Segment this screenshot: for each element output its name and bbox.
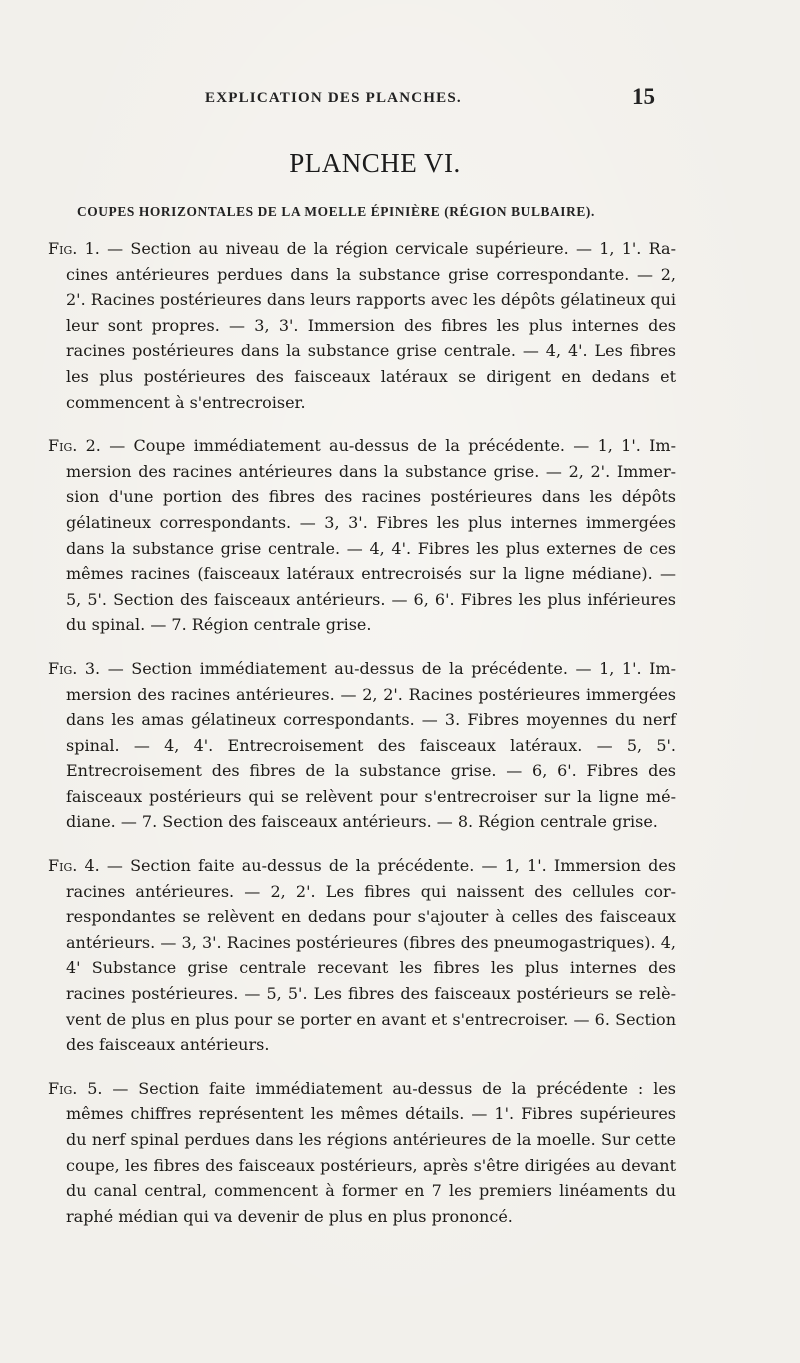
- figure-text: — Coupe immédiatement au-dessus de la précédente. — 1, 1'. Immersion des racines antérieures dans la substance grise. — 2, 2'. Immersion d'une portion des fibres des racines postérieures dans les dépôts gélatineux correspondants. — 3, 3'. Fibres les plus internes immergées dans la substance grise centrale. — 4, 4'. Fibres les plus externes de ces mêmes racines (faisceaux latéraux entrecroisés sur la ligne médiane). — 5, 5'. Section des faisceaux antérieurs. — 6, 6'. Fibres les plus inférieures du spinal. — 7. Région centrale grise.: [66, 436, 677, 635]
- figure-label: Fig. 3.: [48, 658, 101, 678]
- running-title: EXPLICATION DES PLANCHES.: [205, 90, 462, 106]
- figure-3-caption: [48, 656, 676, 835]
- figure-1-caption: [48, 236, 676, 415]
- plate-title: [0, 148, 800, 179]
- figure-label: Fig. 1.: [48, 239, 100, 258]
- page-number: 15: [632, 84, 655, 109]
- figure-text: — Section faite immédiatement au-dessus de la précédente : les mêmes chiffres représentent les mêmes détails. — 1'. Fibres supérieures du nerf spinal perdues dans les régions antérieures de la moelle. Sur cette coupe, les fibres des faisceaux postérieurs, après s'être dirigées au devant du canal central, commencent à former en 7 les premiers linéaments du raphé médian qui va devenir de plus en plus prononcé.: [66, 1078, 676, 1226]
- figure-text: — Section immédiatement au-dessus de la précédente. — 1, 1'. Immersion des racines antérieures. — 2, 2'. Racines postérieures immergées dans les amas gélatineux correspondants. — 3. Fibres moyennes du nerf spinal. — 4, 4'. Entrecroisement des faisceaux latéraux. — 5, 5'. Entrecroisement des fibres de la substance grise. — 6, 6'. Fibres des faisceaux postérieurs qui se relèvent pour s'entrecroiser sur la ligne médiane. — 7. Section des faisceaux antérieurs. — 8. Région centrale grise.: [66, 658, 677, 832]
- plate-title-text: PLANCHE VI.: [289, 148, 461, 178]
- figure-5-caption: [48, 1076, 676, 1230]
- figure-text: — Section au niveau de la région cervicale supérieure. — 1, 1'. Racines antérieures perdues dans la substance grise correspondante. — 2, 2'. Racines postérieures dans leurs rapports avec les dépôts gélatineux qui leur sont propres. — 3, 3'. Immersion des fibres les plus internes des racines postérieures dans la substance grise centrale. — 4, 4'. Les fibres les plus postérieures des faisceaux latéraux se dirigent en dedans et commencent à s'entrecroiser.: [66, 239, 677, 412]
- figure-label: Fig. 2.: [48, 436, 101, 456]
- plate-subtitle: COUPES HORIZONTALES DE LA MOELLE ÉPINIÈRE (RÉGION BULBAIRE).: [77, 204, 595, 219]
- figure-2-caption: [48, 433, 676, 638]
- figure-4-caption: [48, 853, 676, 1058]
- figure-text: — Section faite au-dessus de la précédente. — 1, 1'. Immersion des racines antérieures. — 2, 2'. Les fibres qui naissent des cellules correspondantes se relèvent en dedans pour s'ajouter à celles des faisceaux antérieurs. — 3, 3'. Racines postérieures (fibres des pneumogastriques). 4, 4' Substance grise centrale recevant les fibres les plus internes des racines postérieures. — 5, 5'. Les fibres des faisceaux postérieurs se relèvent de plus en plus pour se porter en avant et s'entrecroiser. — 6. Section des faisceaux antérieurs.: [66, 856, 677, 1055]
- figure-explanations: [48, 236, 676, 1247]
- figure-label: Fig. 4.: [48, 856, 100, 876]
- figure-label: Fig. 5.: [48, 1078, 103, 1098]
